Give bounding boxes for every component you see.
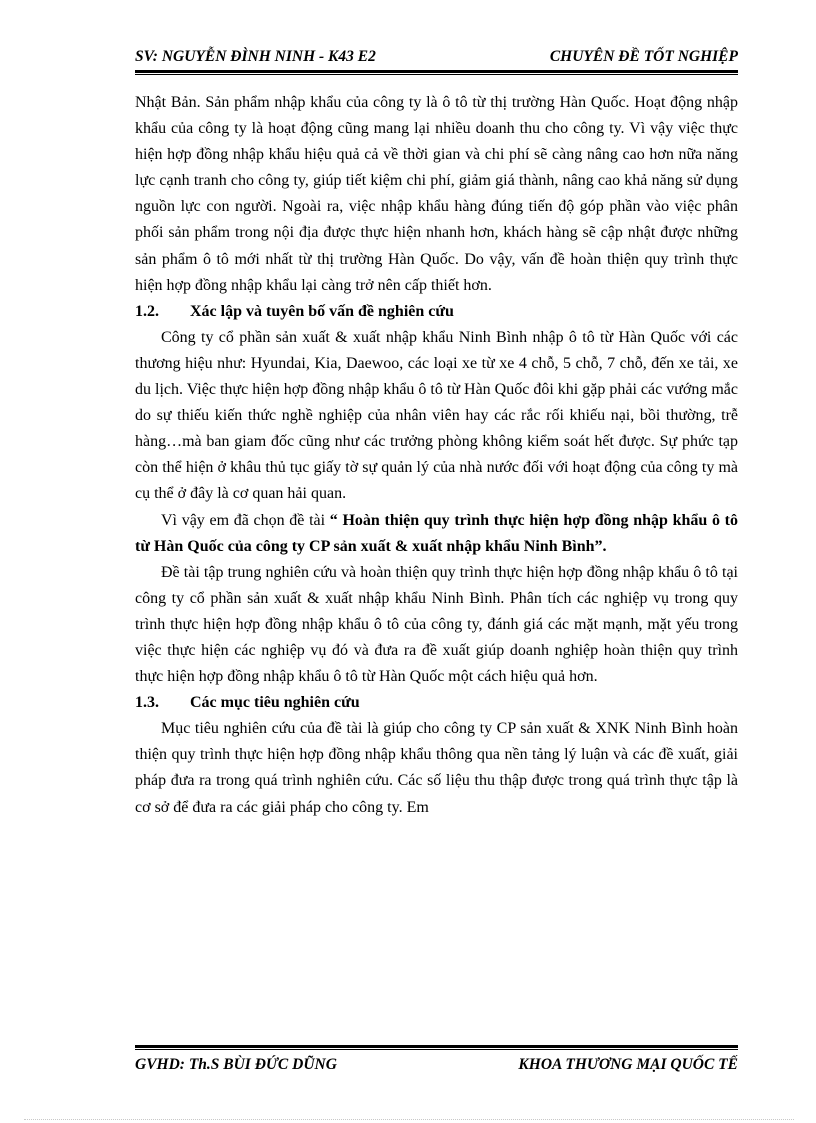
footer-faculty: KHOA THƯƠNG MẠI QUỐC TẾ — [518, 1056, 738, 1073]
paragraph-scope: Đề tài tập trung nghiên cứu và hoàn thiện quy trình thực hiện hợp đồng nhập khẩu ô tô tại công ty cổ phần sản xuất & xuất nhập khẩu Ninh Bình. Phân tích các nghiệp vụ trong quy trình thực hiện hợp đồng nhập khẩu ô tô của công ty, đánh giá các mặt mạnh, mặt yếu trong việc thực hiện các nghiệp vụ đó và đưa ra đề xuất giúp doanh nghiệp hoàn thiện quy trình thực hiện hợp đồng nhập khẩu ô tô từ Hàn Quốc một cách hiệu quả hơn. — [135, 563, 738, 686]
section-heading-1-3 — [135, 690, 738, 716]
page-footer — [135, 1056, 738, 1078]
footer-divider — [135, 1045, 738, 1050]
section-heading-1-2 — [135, 299, 738, 325]
section-title: Xác lập và tuyên bố vấn đề nghiên cứu — [190, 302, 454, 320]
header-document-type: CHUYÊN ĐỀ TỐT NGHIỆP — [549, 48, 738, 65]
topic-lead-text: Vì vậy em đã chọn đề tài — [161, 511, 330, 529]
section-title: Các mục tiêu nghiên cứu — [190, 694, 360, 712]
paragraph-topic — [135, 508, 738, 560]
page-bottom-dotted-line — [24, 1119, 794, 1120]
header-student-name: SV: NGUYỄN ĐÌNH NINH - K43 E2 — [135, 48, 376, 65]
page-header — [135, 48, 738, 70]
paragraph-problem: Công ty cổ phần sản xuất & xuất nhập khẩu Ninh Bình nhập ô tô từ Hàn Quốc với các thương hiệu như: Hyundai, Kia, Daewoo, các loại xe từ xe 4 chỗ, 5 chỗ, 7 chỗ, đến xe tải, xe du lịch. Việc thực hiện hợp đồng nhập khẩu ô tô từ Hàn Quốc đôi khi gặp phải các vướng mắc do sự thiếu kiến thức nghề nghiệp của nhân viên hay các rắc rối khiếu nại, bồi thường, trễ hàng…mà ban giam đốc cũng như các trưởng phòng không kiểm soát hết được. Sự phức tạp còn thể hiện ở khâu thủ tục giấy tờ sự quản lý của nhà nước đối với hoạt động của công ty mà cụ thể ở đây là cơ quan hải quan. — [135, 328, 738, 503]
document-body — [135, 90, 738, 821]
topic-title: “ Hoàn thiện quy trình thực hiện hợp đồng nhập khẩu ô tô từ Hàn Quốc của công ty CP sản xuất & xuất nhập khẩu Ninh Bình”. — [135, 511, 738, 555]
section-number: 1.2. — [135, 302, 159, 320]
header-divider — [135, 70, 738, 75]
footer-advisor: GVHD: Th.S BÙI ĐỨC DŨNG — [135, 1056, 337, 1073]
paragraph-intro: Nhật Bản. Sản phẩm nhập khẩu của công ty là ô tô từ thị trường Hàn Quốc. Hoạt động nhập khẩu của công ty là hoạt động cũng mang lại nhiều doanh thu cho công ty. Vì vậy việc thực hiện hợp đồng nhập khẩu hiệu quả cả về thời gian và chi phí sẽ càng nâng cao hơn nữa năng lực cạnh tranh cho công ty, giúp tiết kiệm chi phí, giảm giá thành, nâng cao khả năng sử dụng nguồn lực con người. Ngoài ra, việc nhập khẩu hàng đúng tiến độ góp phần vào việc phân phối sản phẩm trong nội địa được thực hiện nhanh hơn, khách hàng sẽ cập nhật được những sản phẩm ô tô mới nhất từ thị trường Hàn Quốc. Do vậy, vấn đề hoàn thiện quy trình thực hiện hợp đồng nhập khẩu lại càng trở nên cấp thiết hơn. — [135, 94, 738, 294]
section-number: 1.3. — [135, 694, 159, 712]
paragraph-objectives: Mục tiêu nghiên cứu của đề tài là giúp cho công ty CP sản xuất & XNK Ninh Bình hoàn thiện quy trình thực hiện hợp đồng nhập khẩu thông qua nền tảng lý luận và các đề xuất, giải pháp đưa ra trong quá trình nghiên cứu. Các số liệu thu thập được trong quá trình thực tập là cơ sở để đưa ra các giải pháp cho công ty. Em — [135, 720, 738, 816]
